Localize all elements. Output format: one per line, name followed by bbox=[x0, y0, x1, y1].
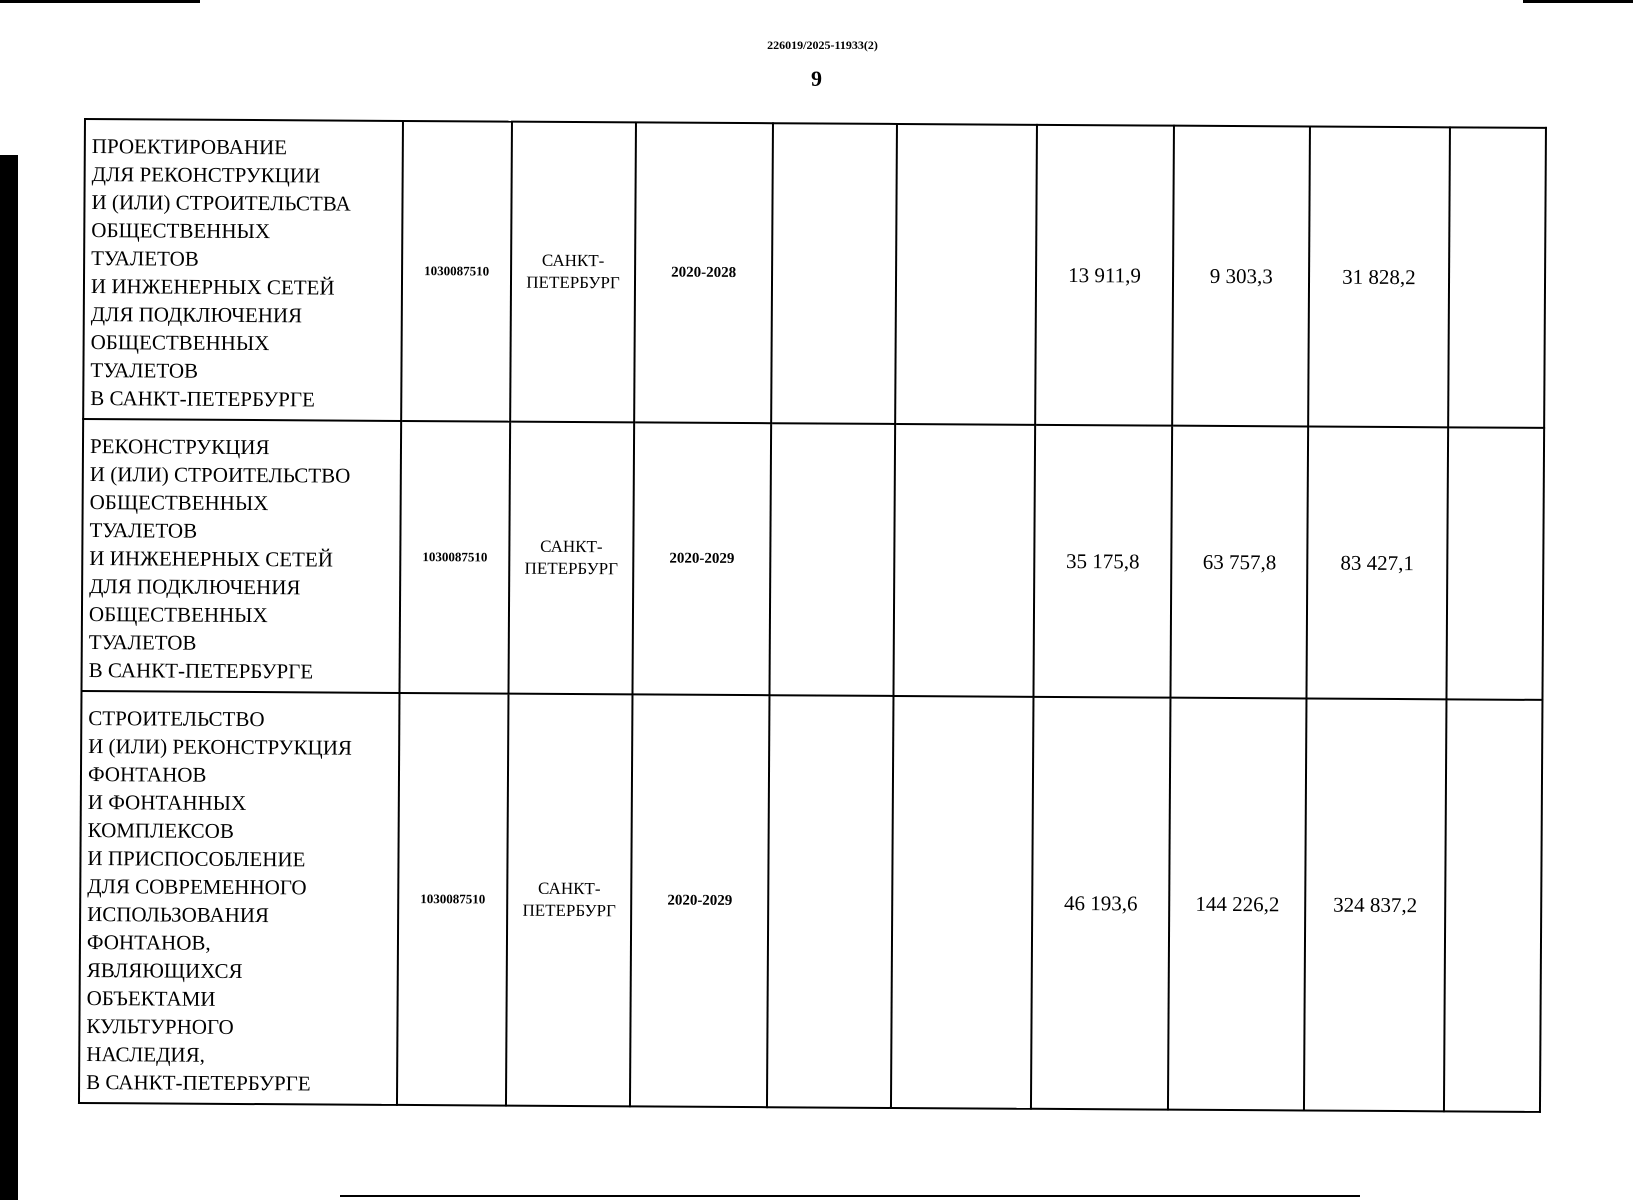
amount-3: 324 837,2 bbox=[1304, 698, 1446, 1111]
empty-cell bbox=[893, 424, 1034, 697]
empty-cell bbox=[1446, 427, 1544, 700]
scan-edge-left bbox=[0, 155, 18, 1200]
table-row bbox=[79, 691, 1542, 1112]
region: САНКТ- ПЕТЕРБУРГ bbox=[506, 694, 632, 1107]
amount-2: 144 226,2 bbox=[1168, 698, 1306, 1111]
empty-cell bbox=[895, 124, 1037, 425]
object-name: РЕКОНСТРУКЦИЯ И (ИЛИ) СТРОИТЕЛЬСТВО ОБЩЕСТВЕННЫХ ТУАЛЕТОВ И ИНЖЕНЕРНЫХ СЕТЕЙ ДЛЯ ПОДКЛЮЧЕНИЯ ОБЩЕСТВЕННЫХ ТУАЛЕТОВ В САНКТ-ПЕТЕРБУРГЕ bbox=[81, 419, 401, 693]
amount-1: 46 193,6 bbox=[1031, 697, 1171, 1110]
scan-edge-top-right bbox=[1523, 0, 1633, 3]
object-code: 1030087510 bbox=[399, 421, 510, 694]
amount-1: 35 175,8 bbox=[1033, 425, 1172, 698]
empty-cell bbox=[1444, 699, 1543, 1112]
table-row bbox=[83, 119, 1546, 428]
amount-2: 9 303,3 bbox=[1173, 126, 1310, 427]
object-code: 1030087510 bbox=[397, 693, 509, 1106]
amount-3: 83 427,1 bbox=[1307, 426, 1448, 699]
object-name: ПРОЕКТИРОВАНИЕ ДЛЯ РЕКОНСТРУКЦИИ И (ИЛИ) СТРОИТЕЛЬСТВА ОБЩЕСТВЕННЫХ ТУАЛЕТОВ И ИНЖЕНЕРНЫХ СЕТЕЙ ДЛЯ ПОДКЛЮЧЕНИЯ ОБЩЕСТВЕННЫХ ТУАЛЕТОВ В САНКТ-ПЕТЕРБУРГЕ bbox=[83, 119, 403, 421]
period: 2020-2028 bbox=[634, 122, 774, 423]
period: 2020-2029 bbox=[632, 422, 771, 695]
empty-cell bbox=[770, 423, 895, 696]
object-name: СТРОИТЕЛЬСТВО И (ИЛИ) РЕКОНСТРУКЦИЯ ФОНТАНОВ И ФОНТАННЫХ КОМПЛЕКСОВ И ПРИСПОСОБЛЕНИЕ ДЛЯ СОВРЕМЕННОГО ИСПОЛЬЗОВАНИЯ ФОНТАНОВ, ЯВЛЯЮЩИХСЯ ОБЪЕКТАМИ КУЛЬТУРНОГО НАСЛЕДИЯ, В САНКТ-ПЕТЕРБУРГЕ bbox=[79, 691, 399, 1105]
empty-cell bbox=[891, 696, 1033, 1109]
empty-cell bbox=[767, 695, 893, 1108]
empty-cell bbox=[772, 123, 897, 424]
table-row bbox=[81, 419, 1544, 700]
page-number: 9 bbox=[811, 66, 822, 91]
object-code: 1030087510 bbox=[401, 121, 512, 422]
region: САНКТ- ПЕТЕРБУРГ bbox=[510, 122, 635, 423]
budget-table bbox=[78, 118, 1547, 1113]
scan-edge-top-left bbox=[0, 0, 200, 3]
amount-2: 63 757,8 bbox=[1171, 426, 1308, 699]
period: 2020-2029 bbox=[630, 694, 770, 1107]
empty-cell bbox=[1448, 127, 1546, 428]
document-number: 226019/2025-11933(2) bbox=[767, 38, 878, 52]
scan-edge-bottom bbox=[340, 1195, 1360, 1197]
region: САНКТ- ПЕТЕРБУРГ bbox=[509, 422, 634, 695]
amount-1: 13 911,9 bbox=[1035, 125, 1175, 426]
amount-3: 31 828,2 bbox=[1308, 126, 1450, 427]
